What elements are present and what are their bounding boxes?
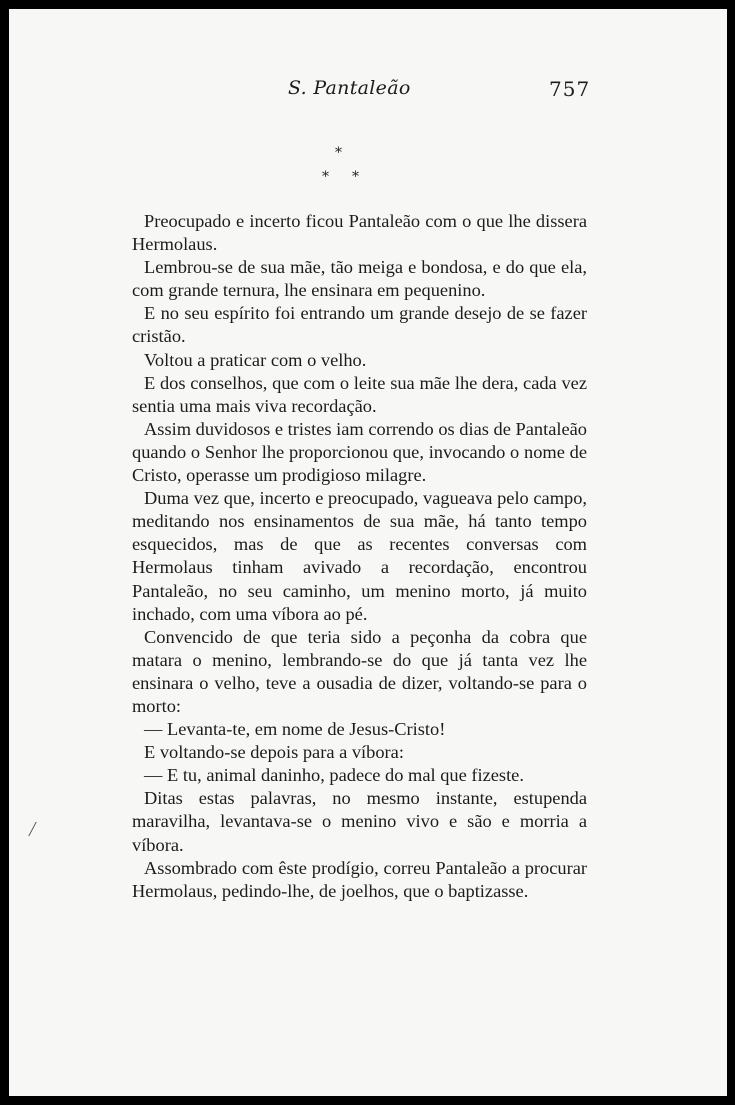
paragraph: E no seu espírito foi entrando um grande desejo de se fazer cristão. [132, 303, 587, 347]
book-page [9, 9, 727, 1096]
paragraph: Assim duvidosos e tristes iam correndo os dias de Pantaleão quando o Senhor lhe proporcionou que, invocando o nome de Cristo, operasse um prodigioso milagre. [132, 418, 587, 486]
paragraph: Lembrou-se de sua mãe, tão meiga e bondosa, e do que ela, com grande ternura, lhe ensinara em pequenino. [132, 257, 587, 301]
paragraph: Voltou a praticar com o velho. [144, 349, 367, 370]
body-text [132, 210, 587, 903]
page-number: 757 [549, 77, 591, 101]
margin-pencil-mark [28, 822, 36, 837]
paragraph: Ditas estas palavras, no mesmo instante, estupenda maravilha, levantava-se o menino vivo e são e morria a víbora. [132, 788, 587, 855]
asterisk-bottom-right: * [352, 169, 359, 185]
dialogue-line: — Levanta-te, em nome de Jesus-Cristo! [144, 719, 446, 740]
paragraph: E dos conselhos, que com o leite sua mãe lhe dera, cada vez sentia uma mais viva recordação. [132, 372, 587, 416]
running-title: S. Pantaleão [288, 77, 411, 99]
paragraph: Preocupado e incerto ficou Pantaleão com o que lhe dissera Hermolaus. [132, 211, 587, 255]
paragraph: Duma vez que, incerto e preocupado, vagueava pelo campo, meditando nos ensinamentos de sua mãe, há tanto tempo esquecidos, mas de que as recentes conversas com Hermolaus tinham avivado a recordação, encontrou Pantaleão, no seu caminho, um menino morto, já muito inchado, com uma víbora ao pé. [132, 488, 587, 624]
dialogue-line: — E tu, animal daninho, padece do mal que fizeste. [144, 765, 524, 786]
asterisk-bottom-left: * [322, 169, 329, 185]
paragraph: Assombrado com êste prodígio, correu Pantaleão a procurar Hermolaus, pedindo-lhe, de joelhos, que o baptizasse. [132, 857, 587, 901]
paragraph: E voltando-se depois para a víbora: [144, 742, 404, 763]
paragraph: Convencido de que teria sido a peçonha da cobra que matara o menino, lembrando-se do que já tanta vez lhe ensinara o velho, teve a ousadia de dizer, voltando-se para o morto: [132, 626, 587, 716]
running-head [9, 77, 727, 109]
asterisk-top: * [335, 145, 342, 161]
